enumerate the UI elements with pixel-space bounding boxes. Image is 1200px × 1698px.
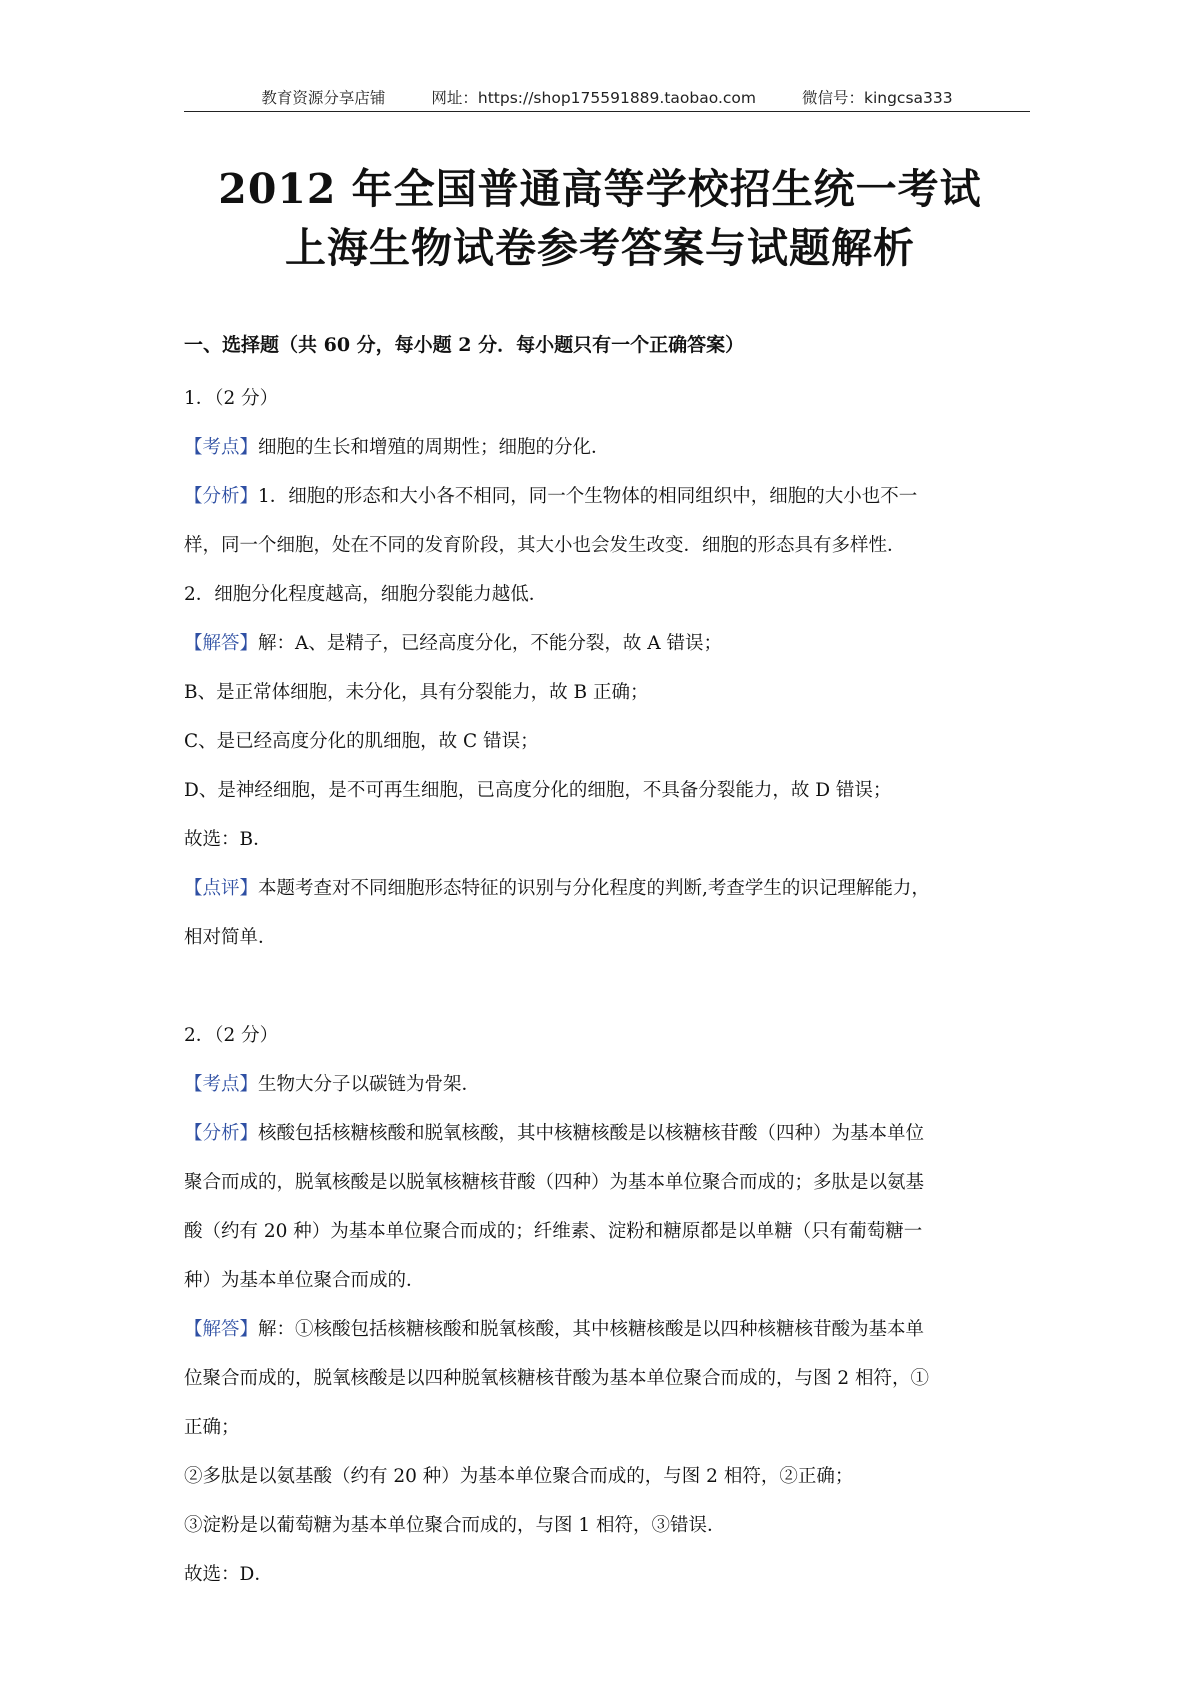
q2-number: 2．（2 分） [184, 1025, 279, 1046]
q2-fenxi-text-1: 核酸包括核糖核酸和脱氧核酸，其中核糖核酸是以核糖核苷酸（四种）为基本单位 [258, 1123, 925, 1144]
q2-jieda-text-2: 位聚合而成的，脱氧核酸是以四种脱氧核糖核苷酸为基本单位聚合而成的，与图 2 相符，① [184, 1368, 930, 1389]
q1-dianping-text-2: 相对简单． [184, 927, 277, 948]
q1-dianping [184, 864, 1030, 913]
page-header [184, 86, 1030, 108]
q2-answer: 故选：D． [184, 1564, 273, 1585]
q1-jieda [184, 619, 1030, 668]
doc-title-line1: 2012 年全国普通高等学校招生统一考试 [218, 165, 982, 213]
q1-answer: 故选：B． [184, 829, 272, 850]
q2-fenxi-text-2: 聚合而成的，脱氧核酸是以脱氧核糖核苷酸（四种）为基本单位聚合而成的；多肽是以氨基 [184, 1172, 925, 1193]
fenxi-tag: 【分析】 [184, 486, 259, 507]
jieda-tag: 【解答】 [184, 1319, 259, 1340]
q1-number: 1．（2 分） [184, 388, 279, 409]
section-heading: 一、选择题（共 60 分，每小题 2 分．每小题只有一个正确答案） [184, 334, 745, 356]
q1-fenxi-text-1: 1．细胞的形态和大小各不相同，同一个生物体的相同组织中，细胞的大小也不一 [258, 486, 918, 507]
spacer [184, 962, 1030, 1011]
q1-jieda-text-3: C、是已经高度分化的肌细胞，故 C 错误； [184, 731, 539, 752]
q1-jieda-text-2: B、是正常体细胞，未分化，具有分裂能力，故 B 正确； [184, 682, 649, 703]
q1-fenxi-text-3: 2．细胞分化程度越高，细胞分裂能力越低． [184, 584, 548, 605]
q1-jieda-text-4: D、是神经细胞，是不可再生细胞，已高度分化的细胞，不具备分裂能力，故 D 错误； [184, 780, 892, 801]
q1-kaodian [184, 423, 1030, 472]
q2-jieda-text-5: ③淀粉是以葡萄糖为基本单位聚合而成的，与图 1 相符，③错误． [184, 1515, 726, 1536]
q2-fenxi-text-4: 种）为基本单位聚合而成的． [184, 1270, 425, 1291]
header-wechat: 微信号：kingcsa333 [801, 89, 953, 107]
q2-kaodian [184, 1060, 1030, 1109]
q1-fenxi-text-2: 样，同一个细胞，处在不同的发育阶段，其大小也会发生改变．细胞的形态具有多样性． [184, 535, 906, 556]
q2-jieda-text-3: 正确； [184, 1417, 240, 1438]
q2-jieda-text-4: ②多肽是以氨基酸（约有 20 种）为基本单位聚合而成的，与图 2 相符，②正确； [184, 1466, 854, 1487]
jieda-tag: 【解答】 [184, 633, 259, 654]
kaodian-tag: 【考点】 [184, 437, 259, 458]
answer-content [184, 374, 1030, 1599]
fenxi-tag: 【分析】 [184, 1123, 259, 1144]
q2-jieda-text-1: 解：①核酸包括核糖核酸和脱氧核酸，其中核糖核酸是以四种核糖核苷酸为基本单 [258, 1319, 925, 1340]
header-shop: 教育资源分享店铺 [261, 89, 386, 107]
dianping-tag: 【点评】 [184, 878, 259, 899]
q1-fenxi [184, 472, 1030, 521]
q1-kaodian-text: 细胞的生长和增殖的周期性；细胞的分化． [258, 437, 610, 458]
kaodian-tag: 【考点】 [184, 1074, 259, 1095]
q2-fenxi [184, 1109, 1030, 1158]
q1-jieda-text-1: 解：A、是精子，已经高度分化，不能分裂，故 A 错误； [258, 633, 722, 654]
q2-jieda [184, 1305, 1030, 1354]
q2-kaodian-text: 生物大分子以碳链为骨架． [258, 1074, 481, 1095]
doc-title-line2: 上海生物试卷参考答案与试题解析 [285, 224, 915, 272]
q1-dianping-text-1: 本题考查对不同细胞形态特征的识别与分化程度的判断,考查学生的识记理解能力， [258, 878, 930, 899]
header-divider [184, 111, 1030, 112]
q2-fenxi-text-3: 酸（约有 20 种）为基本单位聚合而成的；纤维素、淀粉和糖原都是以单糖（只有葡萄糖一 [184, 1221, 923, 1242]
header-site: 网址：https://shop175591889.taobao.com [431, 89, 756, 107]
